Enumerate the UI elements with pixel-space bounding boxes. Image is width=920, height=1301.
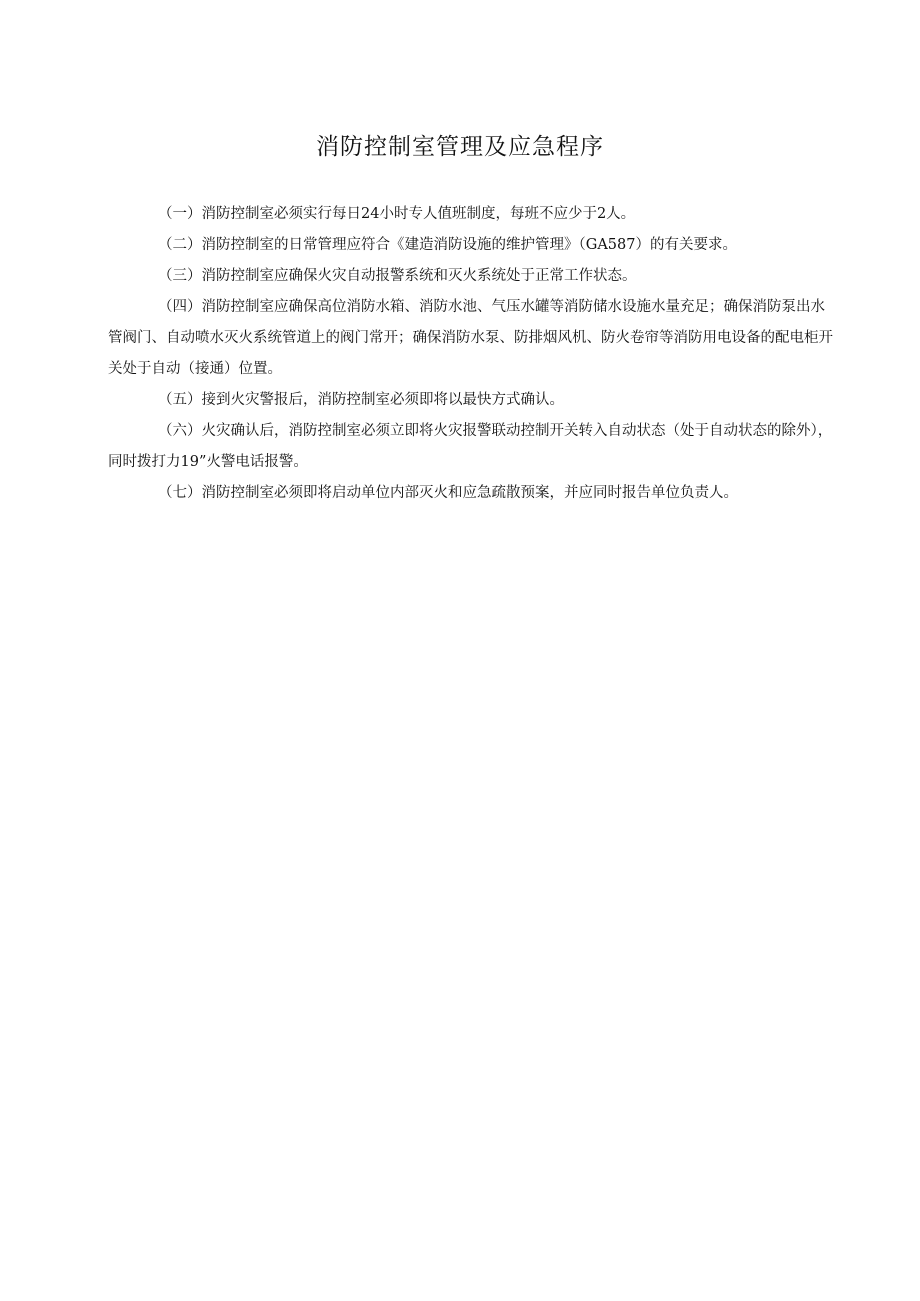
paragraph-5: （五）接到火灾警报后，消防控制室必须即将以最快方式确认。 [158,392,564,408]
document-body [108,199,838,509]
paragraph-6: （六）火灾确认后，消防控制室必须立即将火灾报警联动控制开关转入自动状态（处于自动状态的除外），同时拨打力19”火警电话报警。 [108,423,833,470]
paragraph-2: （二）消防控制室的日常管理应符合《建造消防设施的维护管理》（GA587）的有关要求。 [158,237,737,253]
paragraph-4: （四）消防控制室应确保高位消防水箱、消防水池、气压水罐等消防储水设施水量充足；确保消防泵出水管阀门、自动喷水灭火系统管道上的阀门常开；确保消防水泵、防排烟风机、防火卷帘等消防用电设备的配电柜开关处于自动（接通）位置。 [108,299,833,377]
document-title: 消防控制室管理及应急程序 [316,134,604,160]
paragraph-1: （一）消防控制室必须实行每日24小时专人值班制度，每班不应少于2人。 [158,206,636,222]
paragraph-7: （七）消防控制室必须即将启动单位内部灭火和应急疏散预案，并应同时报告单位负责人。 [158,485,738,501]
paragraph-3: （三）消防控制室应确保火灾自动报警系统和灭火系统处于正常工作状态。 [158,268,637,284]
